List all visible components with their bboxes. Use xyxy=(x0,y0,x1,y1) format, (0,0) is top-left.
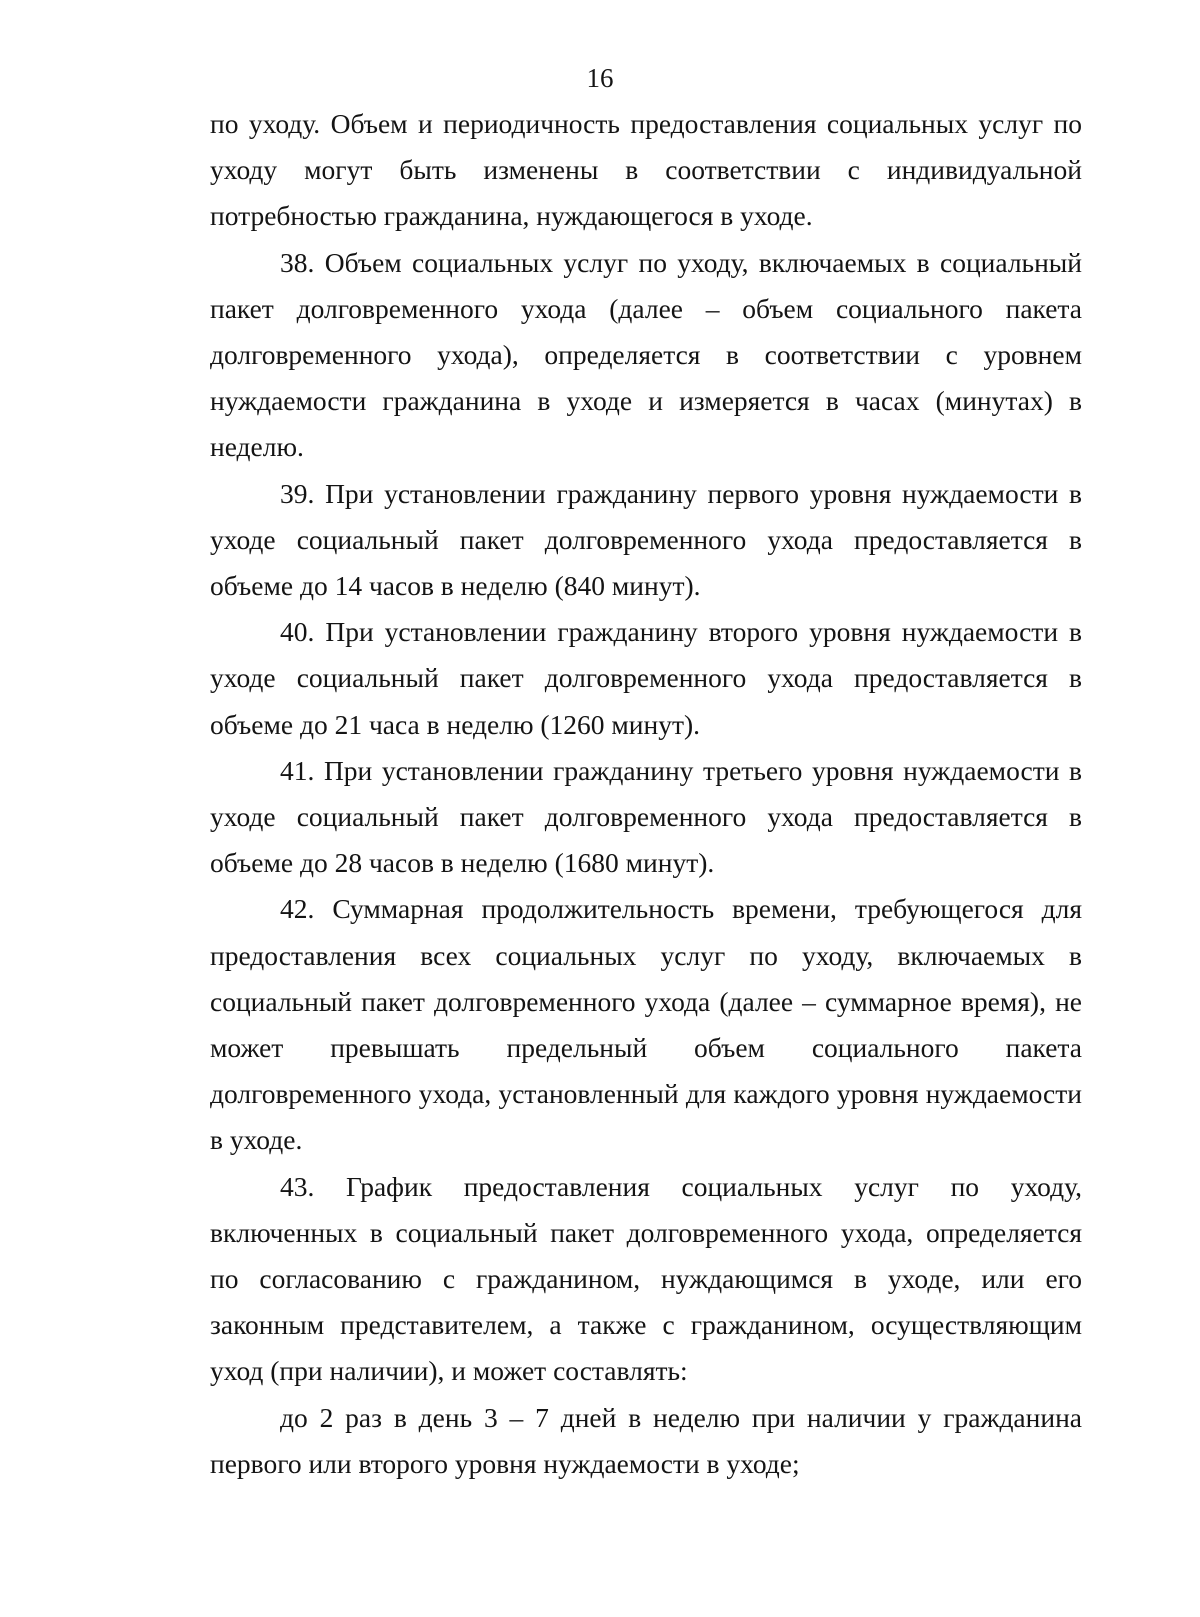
paragraph-40: 40. При установлении гражданину второго уровня нуждаемости в уходе социальный пакет долговременного ухода предоставляется в объеме до 21 часа в неделю (1260 минут). xyxy=(210,616,1082,740)
paragraph-42: 42. Суммарная продолжительность времени, требующегося для предоставления всех социальных услуг по уходу, включаемых в социальный пакет долговременного ухода (далее – суммарное время), не может превышать предельный объем социального пакета долговременного ухода, установленный для каждого уровня нуждаемости в уходе. xyxy=(210,893,1082,1156)
paragraph-38: 38. Объем социальных услуг по уходу, включаемых в социальный пакет долговременного ухода (далее – объем социального пакета долговременного ухода), определяется в соответствии с уровнем нуждаемости гражданина в уходе и измеряется в часах (минутах) в неделю. xyxy=(210,246,1082,463)
paragraph-continuation: по уходу. Объем и периодичность предоставления социальных услуг по уходу могут быть изменены в соответствии с индивидуальной потребностью гражданина, нуждающегося в уходе. xyxy=(210,108,1082,232)
paragraph-43-item-1: до 2 раз в день 3 – 7 дней в неделю при наличии у гражданина первого или второго уровня нуждаемости в уходе; xyxy=(210,1401,1082,1479)
paragraph-41: 41. При установлении гражданину третьего уровня нуждаемости в уходе социальный пакет долговременного ухода предоставляется в объеме до 28 часов в неделю (1680 минут). xyxy=(210,754,1082,879)
document-body xyxy=(210,101,1082,1487)
page-number: 16 xyxy=(586,63,614,93)
paragraph-43: 43. График предоставления социальных услуг по уходу, включенных в социальный пакет долговременного ухода, определяется по согласованию с гражданином, нуждающимся в уходе, или его законным представителем, а также с гражданином, осуществляющим уход (при наличии), и может составлять: xyxy=(210,1170,1082,1387)
paragraph-39: 39. При установлении гражданину первого уровня нуждаемости в уходе социальный пакет долговременного ухода предоставляется в объеме до 14 часов в неделю (840 минут). xyxy=(210,477,1082,602)
